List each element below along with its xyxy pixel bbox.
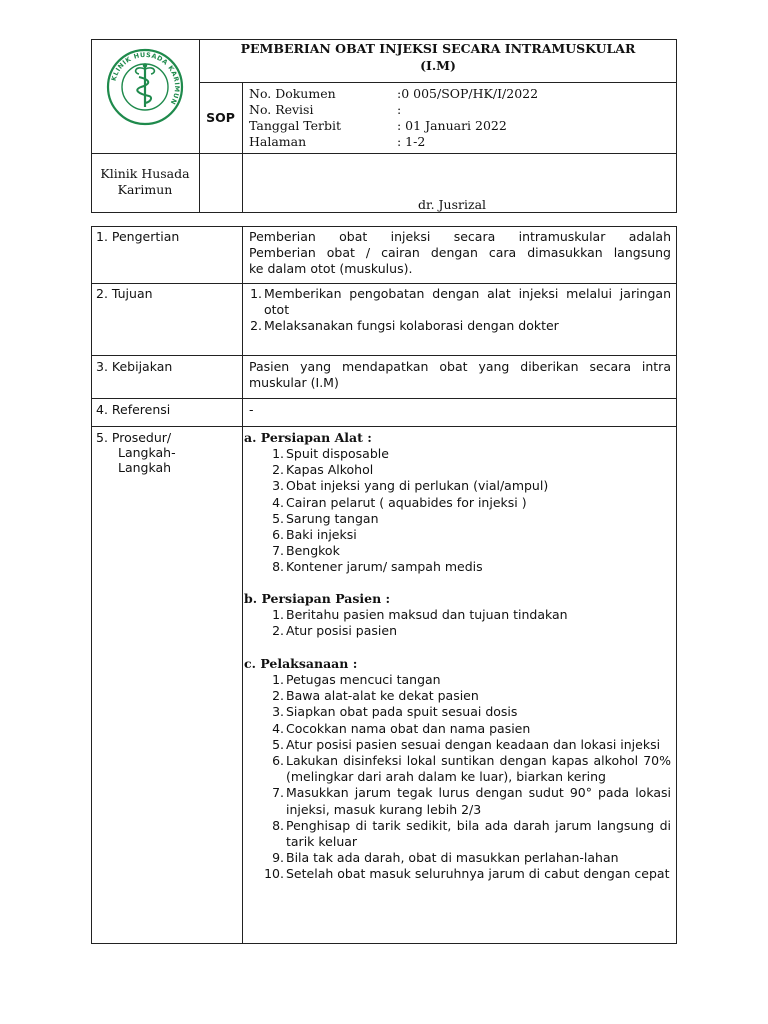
pengertian-text	[249, 229, 671, 277]
list-item: 1. Memberikan pengobatan dengan alat injeksi melalui jaringan otot	[250, 286, 671, 318]
meta-terbit-value: : 01 Januari 2022	[397, 118, 507, 133]
clinic-name	[91, 166, 199, 198]
persiapan-alat-list	[264, 446, 671, 576]
kebijakan-line-2: muskular (I.M)	[249, 375, 339, 390]
list-item: 4. Cairan pelarut ( aquabides for injeksi )	[272, 494, 527, 510]
clinic-name-line-2: Karimun	[117, 182, 173, 197]
meta-terbit-label: Tanggal Terbit	[249, 118, 342, 133]
list-item: 8. Kontener jarum/ sampah medis	[272, 559, 483, 575]
meta-dokumen-label: No. Dokumen	[249, 86, 336, 101]
kebijakan-label: 3. Kebijakan	[96, 359, 173, 374]
pelaksanaan-heading: c. Pelaksanaan :	[244, 656, 358, 671]
caduceus-logo-icon	[105, 47, 185, 127]
meta-dokumen-value: :0 005/SOP/HK/I/2022	[397, 86, 539, 101]
list-item: 7. Bengkok	[272, 543, 340, 559]
document-title	[200, 40, 676, 74]
list-item: 9. Bila tak ada darah, obat di masukkan perlahan-lahan	[272, 850, 619, 866]
prosedur-label-line-2: Langkah-	[118, 445, 176, 460]
pengertian-line-3: ke dalam otot (muskulus).	[249, 261, 413, 276]
clinic-logo	[105, 47, 185, 127]
list-item: 2. Atur posisi pasien	[272, 623, 397, 639]
meta-revisi-label: No. Revisi	[249, 102, 314, 117]
list-item: 5. Atur posisi pasien sesuai dengan keadaan dan lokasi injeksi	[272, 736, 661, 752]
pengertian-line-1: Pemberian obat injeksi secara intramuskular adalah	[249, 229, 671, 244]
list-item: 6. Baki injeksi	[272, 527, 357, 543]
list-item: 2. Bawa alat-alat ke dekat pasien	[272, 688, 479, 704]
list-item: 2. Melaksanakan fungsi kolaborasi dengan dokter	[250, 318, 559, 334]
meta-halaman-value: : 1-2	[397, 134, 426, 149]
kebijakan-text	[249, 359, 671, 391]
prosedur-label-line-3: Langkah	[118, 460, 172, 475]
list-item: 3. Obat injeksi yang di perlukan (vial/ampul)	[272, 478, 549, 494]
list-item: 10. Setelah obat masuk seluruhnya jarum di cabut dengan cepat	[264, 866, 670, 882]
list-item: 1. Beritahu pasien maksud dan tujuan tindakan	[272, 607, 568, 622]
list-item: 6. Lakukan disinfeksi lokal suntikan dengan kapas alkohol 70% (melingkar dari arah dalam ke luar), biarkan kering	[272, 753, 671, 785]
list-item: 1. Petugas mencuci tangan	[272, 672, 441, 687]
list-item: 8. Penghisap di tarik sedikit, bila ada darah jarum langsung di tarik keluar	[272, 817, 671, 850]
pelaksanaan-list	[264, 672, 671, 883]
persiapan-pasien-list	[264, 607, 671, 639]
sop-label: SOP	[206, 110, 235, 125]
logo-text: KLINIK HUSADA KARIMUN	[109, 50, 182, 107]
list-item: 1. Spuit disposable	[272, 446, 389, 461]
meta-revisi-value: :	[397, 102, 402, 117]
list-item: 7. Masukkan jarum tegak lurus dengan sudut 90° pada lokasi injeksi, masuk kurang lebih 2/3	[272, 785, 671, 817]
meta-halaman-label: Halaman	[249, 134, 307, 149]
list-item: 5. Sarung tangan	[272, 510, 379, 526]
clinic-name-line-1: Klinik Husada	[100, 166, 190, 181]
persiapan-alat-heading: a. Persiapan Alat :	[244, 430, 372, 445]
title-line-1: PEMBERIAN OBAT INJEKSI SECARA INTRAMUSKULAR	[240, 41, 636, 56]
tujuan-label: 2. Tujuan	[96, 286, 153, 301]
list-item: 2. Kapas Alkohol	[272, 462, 374, 478]
pengertian-line-2: Pemberian obat / cairan dengan cara dimasukkan langsung	[249, 245, 671, 260]
signer-name: dr. Jusrizal	[418, 197, 487, 212]
tujuan-list	[242, 286, 671, 335]
list-item: 3. Siapkan obat pada spuit sesuai dosis	[272, 704, 518, 720]
referensi-value: -	[249, 402, 254, 417]
prosedur-label-line-1: 5. Prosedur/	[96, 430, 172, 445]
title-line-2: (I.M)	[420, 58, 456, 73]
persiapan-pasien-heading: b. Persiapan Pasien :	[244, 591, 391, 606]
list-item: 4. Cocokkan nama obat dan nama pasien	[272, 720, 531, 736]
prosedur-label	[96, 430, 176, 475]
kebijakan-line-1: Pasien yang mendapatkan obat yang diberikan secara intra	[249, 359, 671, 374]
referensi-label: 4. Referensi	[96, 402, 171, 417]
pengertian-label: 1. Pengertian	[96, 229, 180, 244]
